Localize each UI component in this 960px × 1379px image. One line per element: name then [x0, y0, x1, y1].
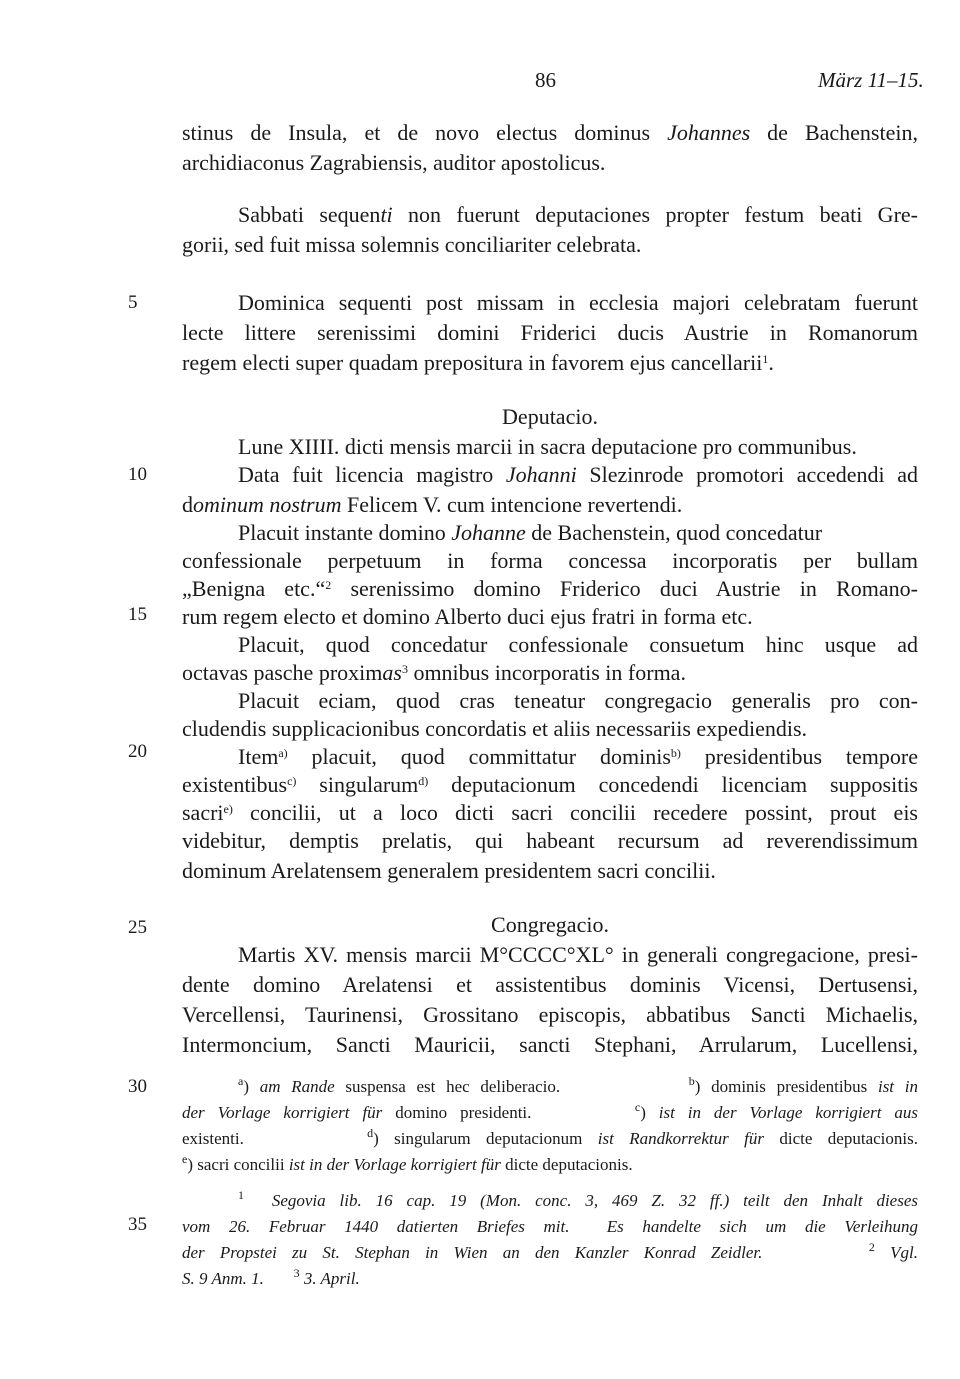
text-line: regem electi super quadam prepositura in favorem ejus cancellarii$^1$. [182, 350, 774, 375]
text-line: cludendis supplicacionibus concordatis et aliis necessariis expediendis. [182, 716, 808, 741]
text-line: Item$^{a)}$ placuit, quod committatur dominis$^{b)}$ presidentibus tempore [238, 744, 918, 769]
text-line: Lune XIIII. dicti mensis marcii in sacra deputacione pro communibus. [238, 434, 857, 459]
running-head: März 11–15. [818, 68, 924, 92]
text-line: sacri$^{e)}$ concilii, ut a loco dicti sacri concilii recedere possint, prout eis [182, 800, 918, 825]
footnote-line: $^e$) sacri concilii ist in der Vorlage korrigiert für dicte deputacionis. [182, 1152, 633, 1174]
text-line: Intermoncium, Sancti Mauricii, sancti Stephani, Arrularum, Lucellensi, [182, 1032, 918, 1057]
text-line: rum regem electo et domino Alberto duci ejus fratri in forma etc. [182, 604, 753, 629]
text-line: confessionale perpetuum in forma concessa incorporatis per bullam [182, 548, 918, 573]
line-number: 35 [128, 1214, 147, 1235]
text-line: „Benigna etc.“$^2$ serenissimo domino Friderico duci Austrie in Romano- [182, 576, 918, 601]
text-line: dente domino Arelatensi et assistentibus dominis Vicensi, Dertusensi, [182, 972, 918, 997]
text-line: octavas pasche proximas$^3$ omnibus incorporatis in forma. [182, 660, 686, 685]
footnote-line: $^1$ Segovia lib. 16 cap. 19 (Mon. conc. 3, 469 Z. 32 ff.) teilt den Inhalt dieses [238, 1188, 919, 1210]
text-line: Sabbati sequenti non fuerunt deputaciones propter festum beati Gre- [238, 202, 918, 227]
text-line: dominum Arelatensem generalem presidentem sacri concilii. [182, 858, 716, 883]
text-line: Dominica sequenti post missam in ecclesia majori celebratam fuerunt [238, 290, 918, 315]
text-line: dominum nostrum Felicem V. cum intencione revertendi. [182, 492, 683, 517]
text-line: lecte littere serenissimi domini Friderici ducis Austrie in Romanorum [182, 320, 918, 345]
section-heading: Congregacio. [491, 912, 609, 937]
text-line: stinus de Insula, et de novo electus dominus Johannes de Bachenstein, [182, 120, 918, 145]
line-number: 20 [128, 741, 147, 762]
section-heading: Deputacio. [502, 404, 598, 429]
text-line: Martis XV. mensis marcii M°CCCC°XL° in generali congregacione, presi- [238, 942, 918, 967]
line-number: 15 [128, 604, 147, 625]
text-line: archidiaconus Zagrabiensis, auditor apostolicus. [182, 150, 606, 175]
line-number: 5 [128, 292, 138, 313]
text-line: existentibus$^{c)}$ singularum$^{d)}$ deputacionum concedendi licenciam suppositis [182, 772, 918, 797]
footnote-line: der Propstei zu St. Stephan in Wien an den Kanzler Konrad Zeidler. $^2$ Vgl. [182, 1240, 918, 1262]
line-number: 10 [128, 464, 147, 485]
footnote-line: existenti. $^d$) singularum deputacionum ist Randkorrektur für dicte deputacionis. [182, 1126, 918, 1148]
line-number: 25 [128, 917, 147, 938]
line-number: 30 [128, 1076, 147, 1097]
footnote-line: $^a$) am Rande suspensa est hec deliberacio. $^b$) dominis presidentibus ist in [238, 1074, 918, 1096]
text-line: videbitur, demptis prelatis, qui habeant recursum ad reverendissimum [182, 828, 918, 853]
text-line: Placuit instante domino Johanne de Bachenstein, quod concedatur [238, 520, 823, 545]
footnote-line: S. 9 Anm. 1. $^3$ 3. April. [182, 1266, 360, 1288]
footnote-line: vom 26. Februar 1440 datierten Briefes mit. Es handelte sich um die Verleihung [182, 1217, 918, 1236]
footnote-line: der Vorlage korrigiert für domino presidenti. $^c$) ist in der Vorlage korrigiert aus [182, 1100, 918, 1122]
text-line: Placuit eciam, quod cras teneatur congregacio generalis pro con- [238, 688, 918, 713]
text-line: Vercellensi, Taurinensi, Grossitano episcopis, abbatibus Sancti Michaelis, [182, 1002, 918, 1027]
page-number: 86 [535, 68, 556, 92]
text-line: Placuit, quod concedatur confessionale consuetum hinc usque ad [238, 632, 918, 657]
text-line: Data fuit licencia magistro Johanni Slezinrode promotori accedendi ad [238, 462, 918, 487]
text-line: gorii, sed fuit missa solemnis conciliariter celebrata. [182, 232, 642, 257]
